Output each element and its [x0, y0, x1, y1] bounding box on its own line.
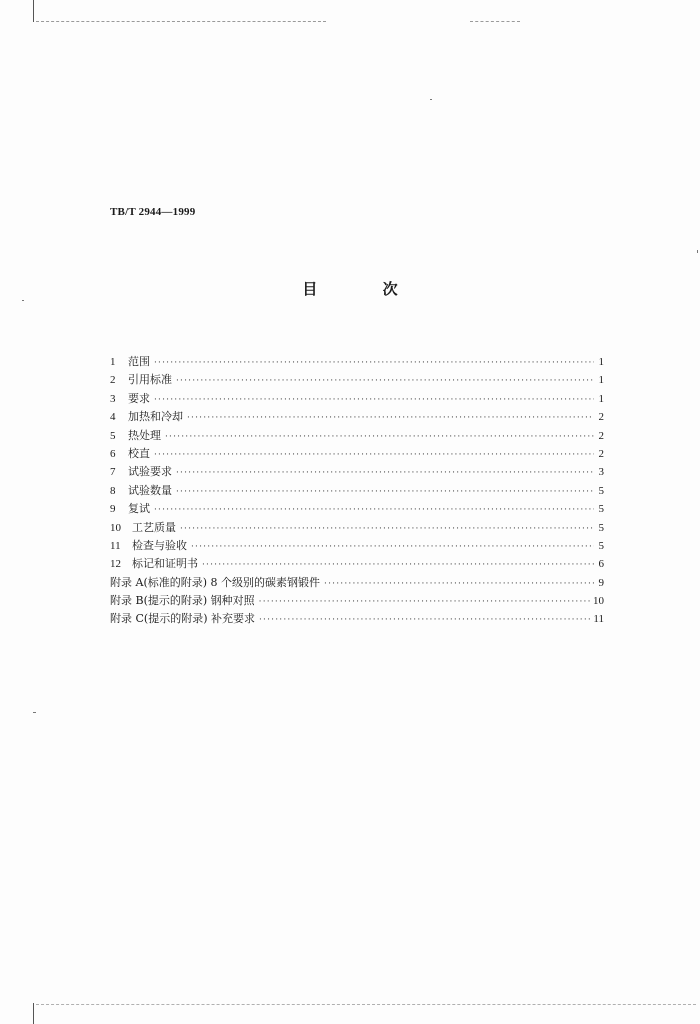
toc-entry-page: 5 — [598, 503, 604, 516]
toc-entry-number: 3 — [110, 392, 116, 405]
toc-dot-leader — [202, 556, 594, 574]
toc-entry-label: 试验数量 — [128, 483, 172, 497]
toc-entry-label: 加热和冷却 — [128, 410, 183, 424]
toc-dot-leader — [154, 391, 594, 409]
toc-appendix-entry[interactable] — [110, 574, 604, 592]
toc-entry-label: 范围 — [128, 355, 150, 368]
toc-dot-leader — [176, 464, 594, 482]
toc-entry-number: 5 — [110, 429, 116, 442]
toc-entry-number: 4 — [110, 411, 116, 424]
toc-entry[interactable] — [110, 463, 604, 481]
scan-edge-mark — [33, 0, 34, 22]
toc-entry-label: 附录 C(提示的附录) 补充要求 — [110, 612, 255, 626]
toc-entry-number: 1 — [110, 356, 116, 368]
toc-entry-number: 10 — [110, 521, 121, 534]
toc-entry-label: 标记和证明书 — [132, 557, 198, 571]
toc-dot-leader — [180, 520, 594, 538]
toc-entry-page: 1 — [598, 356, 604, 368]
toc-dot-leader — [324, 575, 594, 593]
toc-entry[interactable] — [110, 445, 604, 463]
toc-dot-leader — [154, 354, 594, 372]
scan-speck — [430, 99, 432, 100]
toc-entry-page: 5 — [598, 521, 604, 534]
toc-entry-label: 热处理 — [128, 428, 161, 442]
toc-entry[interactable] — [110, 519, 604, 537]
toc-entry-page: 5 — [598, 539, 604, 552]
scan-edge-mark — [33, 1003, 34, 1024]
toc-dot-leader — [176, 372, 594, 390]
toc-entry-page: 2 — [598, 411, 604, 424]
scan-bottom-rule — [36, 1004, 696, 1006]
toc-entry-page: 9 — [598, 576, 604, 589]
toc-entry[interactable] — [110, 482, 604, 500]
toc-entry[interactable] — [110, 390, 604, 408]
toc-entry[interactable] — [110, 371, 604, 389]
toc-entry-page: 11 — [593, 613, 604, 626]
toc-dot-leader — [176, 483, 594, 501]
toc-entry-label: 附录 B(提示的附录) 钢种对照 — [110, 594, 255, 608]
toc-dot-leader — [154, 501, 594, 519]
toc-entry[interactable] — [110, 537, 604, 555]
toc-entry-label: 引用标准 — [128, 373, 172, 387]
toc-entry-page: 3 — [598, 466, 604, 479]
toc-entry-label: 要求 — [128, 391, 150, 405]
toc-dot-leader — [191, 538, 594, 556]
scan-top-rule — [470, 21, 520, 23]
toc-entry-label: 试验要求 — [128, 465, 172, 479]
toc-entry[interactable] — [110, 555, 604, 573]
scan-top-rule — [36, 21, 326, 23]
toc-entry-label: 检查与验收 — [132, 538, 187, 552]
toc-entry-number: 9 — [110, 503, 116, 516]
toc-entry-number: 8 — [110, 484, 116, 497]
toc-entry-label: 工艺质量 — [132, 520, 176, 534]
toc-entry-page: 1 — [598, 392, 604, 405]
toc-appendix-entry[interactable] — [110, 610, 604, 628]
table-of-contents — [110, 353, 604, 629]
toc-entry-page: 10 — [593, 595, 604, 608]
toc-entry[interactable] — [110, 353, 604, 371]
toc-entry-label: 附录 A(标准的附录) 8 个级别的碳素钢锻件 — [110, 575, 321, 589]
scan-speck — [33, 712, 36, 713]
toc-entry[interactable] — [110, 500, 604, 518]
toc-entry-page: 2 — [598, 429, 604, 442]
toc-entry-number: 11 — [110, 539, 121, 552]
document-code: TB/T 2944—1999 — [110, 206, 196, 218]
scan-speck — [22, 300, 24, 301]
toc-entry-page: 2 — [598, 447, 604, 460]
scan-speck — [697, 250, 698, 253]
toc-entry-label: 校直 — [128, 446, 150, 460]
toc-dot-leader — [259, 593, 591, 611]
toc-entry-page: 6 — [598, 558, 604, 571]
toc-entry-number: 12 — [110, 558, 121, 571]
toc-entry-number: 7 — [110, 466, 116, 479]
toc-entry[interactable] — [110, 408, 604, 426]
toc-entry-page: 1 — [598, 374, 604, 387]
toc-appendix-entry[interactable] — [110, 592, 604, 610]
toc-entry-number: 2 — [110, 374, 116, 387]
toc-entry-number: 6 — [110, 447, 116, 460]
toc-dot-leader — [187, 409, 594, 427]
toc-entry-label: 复试 — [128, 502, 150, 516]
toc-dot-leader — [165, 428, 594, 446]
toc-entry[interactable] — [110, 427, 604, 445]
toc-dot-leader — [154, 446, 594, 464]
toc-title: 目 次 — [302, 280, 428, 298]
toc-dot-leader — [259, 611, 591, 629]
toc-entry-page: 5 — [598, 484, 604, 497]
